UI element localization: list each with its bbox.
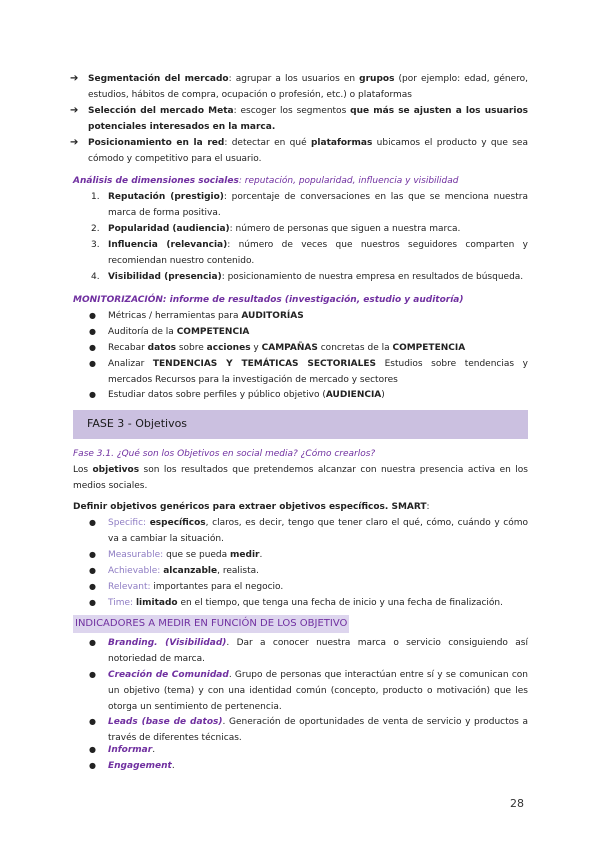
bullet-icon: ● [89, 717, 96, 726]
smart-item-time: ● Time: limitado en el tiempo, que tenga una fecha de inicio y una fecha de finalización. [108, 595, 528, 611]
analysis-item-3: 3. Influencia (relevancia): número de veces que nuestros seguidores comparten y recomiendan nuestro contenido. [91, 240, 528, 266]
smart-item-measurable: ● Measurable: que se pueda medir. [108, 547, 528, 563]
monitor-item-3: ● Recabar datos sobre acciones y CAMPAÑAS concretas de la COMPETENCIA [108, 340, 528, 356]
arrow-icon: ➔ [70, 137, 79, 148]
arrow-icon: ➔ [70, 73, 79, 84]
bullet-icon: ● [89, 327, 96, 336]
phase-header [73, 410, 528, 439]
bullet-icon: ● [89, 518, 96, 527]
monitor-item-2: ● Auditoría de la COMPETENCIA [108, 324, 528, 340]
analysis-item-1: 1. Reputación (prestigio): porcentaje de conversaciones en las que se menciona nuestra marca de forma positiva. [91, 192, 528, 218]
indicator-item-inform: ● Informar. [108, 742, 528, 758]
smart-item-relevant: ● Relevant: importantes para el negocio. [108, 579, 528, 595]
page-number: 28 [510, 797, 524, 810]
bullet-icon: ● [89, 598, 96, 607]
bullet-icon: ● [89, 638, 96, 647]
bullet-icon: ● [89, 343, 96, 352]
monitor-item-5: ● Estudiar datos sobre perfiles y público objetivo (AUDIENCIA) [108, 387, 528, 403]
indicators-heading: INDICADORES A MEDIR EN FUNCIÓN DE LOS OBJETIVO [73, 615, 349, 633]
objectives-paragraph: Los objetivos son los resultados que pretendemos alcanzar con nuestra presencia activa en los medios sociales. [73, 465, 528, 491]
bullet-icon: ● [89, 390, 96, 399]
smart-item-specific: ● Specific: específicos, claros, es decir, tengo que tener claro el qué, cómo, cuándo y cómo va a cambiar la situación. [108, 515, 528, 547]
intro-item-3: ➔ Posicionamiento en la red: detectar en qué plataformas ubicamos el producto y que sea cómodo y competitivo para el usuario. [70, 137, 528, 164]
analysis-item-2: 2. Popularidad (audiencia): número de personas que siguen a nuestra marca. [91, 224, 461, 234]
phase-title: FASE 3 - Objetivos [87, 417, 188, 430]
bullet-icon: ● [89, 550, 96, 559]
monitor-item-1: ● Métricas / herramientas para AUDITORÍAS [108, 308, 528, 324]
bullet-icon: ● [89, 311, 96, 320]
analysis-heading: Análisis de dimensiones sociales: reputación, popularidad, influencia y visibilidad [73, 176, 459, 186]
phase-question: Fase 3.1. ¿Qué son los Objetivos en social media? ¿Cómo crearlos? [73, 449, 376, 459]
bullet-icon: ● [89, 359, 96, 368]
indicator-item-leads: ● Leads (base de datos). Generación de oportunidades de venta de servicio y productos a través de diferentes técnicas. [108, 714, 528, 746]
smart-item-achievable: ● Achievable: alcanzable, realista. [108, 563, 528, 579]
indicator-item-community: ● Creación de Comunidad. Grupo de personas que interactúan entre sí y se comunican con un objetivo (tema) y con una identidad común (concepto, producto o motivación) que les otorga un sentimiento de pertenencia. [108, 667, 528, 715]
bullet-icon: ● [89, 745, 96, 754]
arrow-icon: ➔ [70, 105, 79, 116]
bullet-icon: ● [89, 670, 96, 679]
indicator-item-branding: ● Branding. (Visibilidad). Dar a conocer nuestra marca o servicio consiguiendo así notoriedad de marca. [108, 635, 528, 667]
monitor-item-4: ● Analizar TENDENCIAS Y TEMÁTICAS SECTORIALES Estudios sobre tendencias y mercados Recursos para la investigación de mercado y sectores [108, 356, 528, 388]
bullet-icon: ● [89, 582, 96, 591]
analysis-item-4: 4. Visibilidad (presencia): posicionamiento de nuestra empresa en resultados de búsqueda. [91, 272, 524, 282]
bullet-icon: ● [89, 566, 96, 575]
bullet-icon: ● [89, 761, 96, 770]
intro-item-2: ➔ Selección del mercado Meta: escoger los segmentos que más se ajusten a los usuarios potenciales interesados en la marca. [70, 105, 528, 132]
smart-heading: Definir objetivos genéricos para extraer objetivos específicos. SMART: [73, 502, 430, 512]
indicator-item-engagement: ● Engagement. [108, 758, 528, 774]
monitor-heading: MONITORIZACIÓN: informe de resultados (investigación, estudio y auditoría) [73, 295, 464, 305]
intro-item-1: ➔ Segmentación del mercado: agrupar a los usuarios en grupos (por ejemplo: edad, género, estudios, hábitos de compra, ocupación o profesión, etc.) o plataformas [70, 73, 529, 100]
